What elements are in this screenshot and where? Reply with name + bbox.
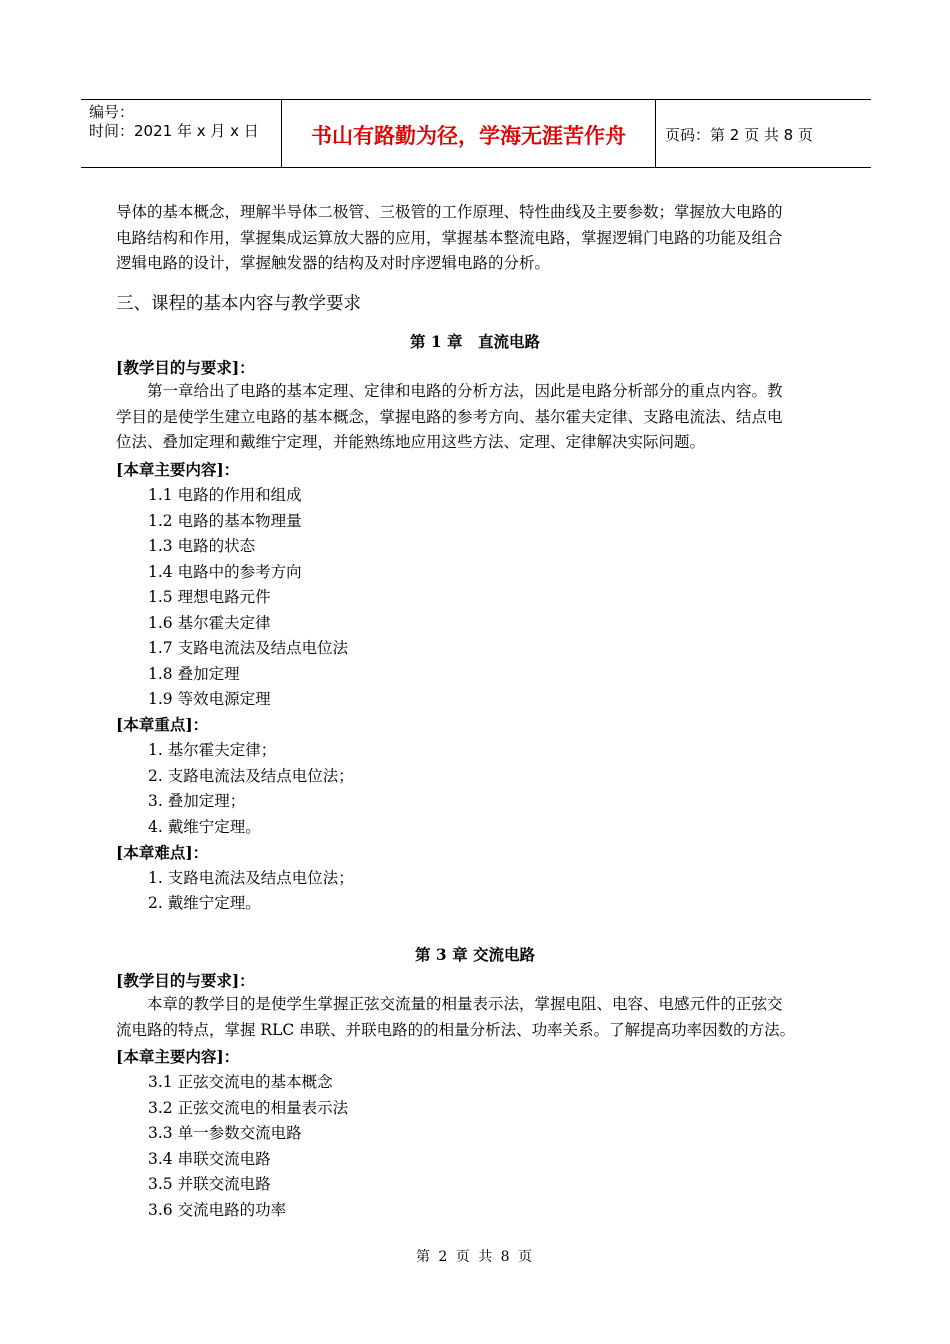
text-line: 导体的基本概念，理解半导体二极管、三极管的工作原理、特性曲线及主要参数；掌握放大电路的 — [116, 203, 783, 221]
section-title: 三、课程的基本内容与教学要求 — [116, 294, 361, 314]
list-item: 3.5 并联交流电路 — [148, 1175, 271, 1193]
text-line: 位法、叠加定理和戴维宁定理，并能熟练地应用这些方法、定理、定律解决实际问题。 — [116, 433, 706, 452]
text-line: 逻辑电路的设计，掌握触发器的结构及对时序逻辑电路的分析。 — [116, 254, 551, 273]
text-line: 电路结构和作用，掌握集成运算放大器的应用，掌握基本整流电路，掌握逻辑门电路的功能及组合 — [116, 228, 783, 247]
list-item: 1.7 支路电流法及结点电位法 — [148, 639, 349, 657]
list-item: 1.3 电路的状态 — [148, 537, 256, 555]
intro-paragraph — [116, 200, 836, 277]
list-item: 2. 支路电流法及结点电位法； — [148, 767, 354, 785]
list-item: 1.1 电路的作用和组成 — [148, 486, 302, 504]
chapter-1-title: 第 1 章 直流电路 — [409, 332, 541, 351]
chapter-1-purpose — [116, 379, 836, 456]
text-line: 第一章给出了电路的基本定理、定律和电路的分析方法，因此是电路分析部分的重点内容。教 — [147, 382, 783, 400]
content-label: [本章主要内容]： — [116, 460, 240, 479]
text-line: 本章的教学目的是使学生掌握正弦交流量的相量表示法，掌握电阻、电容、电感元件的正弦交 — [147, 995, 783, 1013]
motto: 书山有路勤为径，学海无涯苦作舟 — [311, 123, 626, 148]
key-points-label: [本章重点]： — [116, 715, 209, 734]
list-item: 1.4 电路中的参考方向 — [148, 563, 302, 581]
time-label: 时间：2021 年 x 月 x 日 — [89, 122, 259, 140]
list-item: 3.3 单一参数交流电路 — [148, 1124, 302, 1142]
text-line: 流电路的特点，掌握 RLC 串联、并联电路的的相量分析法、功率关系。了解提高功率因数的方法。 — [116, 1020, 796, 1039]
list-item: 1.5 理想电路元件 — [148, 588, 271, 606]
list-item: 1.9 等效电源定理 — [148, 690, 271, 708]
chapter-3-title: 第 3 章 交流电路 — [415, 945, 535, 964]
page-label: 页码：第 2 页 共 8 页 — [665, 126, 813, 144]
list-item: 3. 叠加定理； — [148, 792, 246, 810]
document-header — [81, 99, 871, 168]
list-item: 1.6 基尔霍夫定律 — [148, 614, 271, 632]
page-footer: 第 2 页 共 8 页 — [415, 1249, 535, 1265]
list-item: 2. 戴维宁定理。 — [148, 894, 261, 912]
list-item: 3.4 串联交流电路 — [148, 1150, 271, 1168]
list-item: 1. 基尔霍夫定律； — [148, 741, 277, 759]
difficult-points-label: [本章难点]： — [116, 843, 209, 862]
id-label: 编号： — [89, 103, 135, 121]
header-meta — [89, 103, 259, 141]
list-item: 1.2 电路的基本物理量 — [148, 512, 302, 530]
list-item: 1. 支路电流法及结点电位法； — [148, 869, 354, 887]
list-item: 3.6 交流电路的功率 — [148, 1201, 287, 1219]
header-divider — [655, 100, 656, 167]
list-item: 4. 戴维宁定理。 — [148, 818, 261, 836]
purpose-label: [教学目的与要求]： — [116, 971, 255, 990]
list-item: 3.2 正弦交流电的相量表示法 — [148, 1099, 349, 1117]
text-line: 学目的是使学生建立电路的基本概念，掌握电路的参考方向、基尔霍夫定律、支路电流法、结点电 — [116, 407, 783, 426]
content-label: [本章主要内容]： — [116, 1047, 240, 1066]
list-item: 3.1 正弦交流电的基本概念 — [148, 1073, 333, 1091]
chapter-3-purpose — [116, 992, 836, 1043]
list-item: 1.8 叠加定理 — [148, 665, 240, 683]
purpose-label: [教学目的与要求]： — [116, 358, 255, 377]
